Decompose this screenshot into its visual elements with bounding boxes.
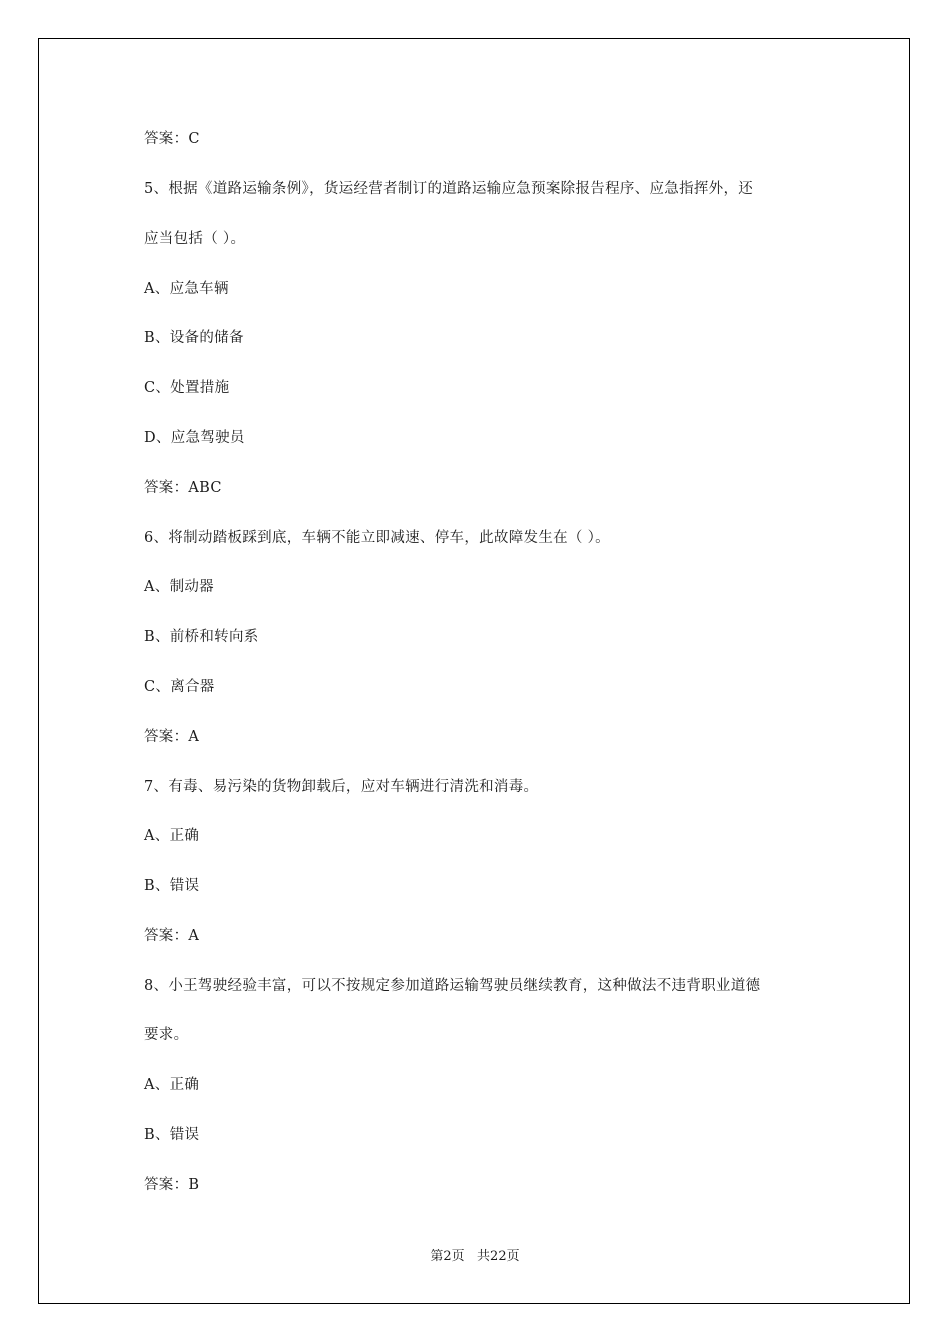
page-border [38, 38, 910, 1304]
q5-option-c: C、处置措施 [144, 380, 230, 396]
answer-q4: 答案：C [144, 131, 200, 147]
q5-option-a: A、应急车辆 [144, 281, 229, 297]
answer-q5: 答案：ABC [144, 480, 222, 496]
q6-option-b: B、前桥和转向系 [144, 629, 259, 645]
answer-q8: 答案：B [144, 1177, 200, 1193]
question-5-line-2: 应当包括（ ）。 [144, 231, 246, 247]
q7-option-b: B、错误 [144, 878, 200, 894]
question-7: 7、有毒、易污染的货物卸载后，应对车辆进行清洗和消毒。 [144, 779, 539, 795]
q6-option-c: C、离合器 [144, 679, 215, 695]
q8-option-a: A、正确 [144, 1077, 200, 1093]
question-5-line-1: 5、根据《道路运输条例》，货运经营者制订的道路运输应急预案除报告程序、应急指挥外，还 [144, 181, 754, 197]
answer-q6: 答案：A [144, 729, 200, 745]
question-6: 6、将制动踏板踩到底，车辆不能立即减速、停车，此故障发生在（ ）。 [144, 530, 610, 546]
question-8-line-2: 要求。 [144, 1027, 189, 1043]
q7-option-a: A、正确 [144, 828, 200, 844]
answer-q7: 答案：A [144, 928, 200, 944]
question-8-line-1: 8、小王驾驶经验丰富，可以不按规定参加道路运输驾驶员继续教育，这种做法不违背职业道德 [144, 978, 761, 994]
q6-option-a: A、制动器 [144, 579, 214, 595]
page-number: 第2页 共22页 [430, 1249, 520, 1264]
q5-option-d: D、应急驾驶员 [144, 430, 245, 446]
q5-option-b: B、设备的储备 [144, 330, 244, 346]
q8-option-b: B、错误 [144, 1127, 200, 1143]
